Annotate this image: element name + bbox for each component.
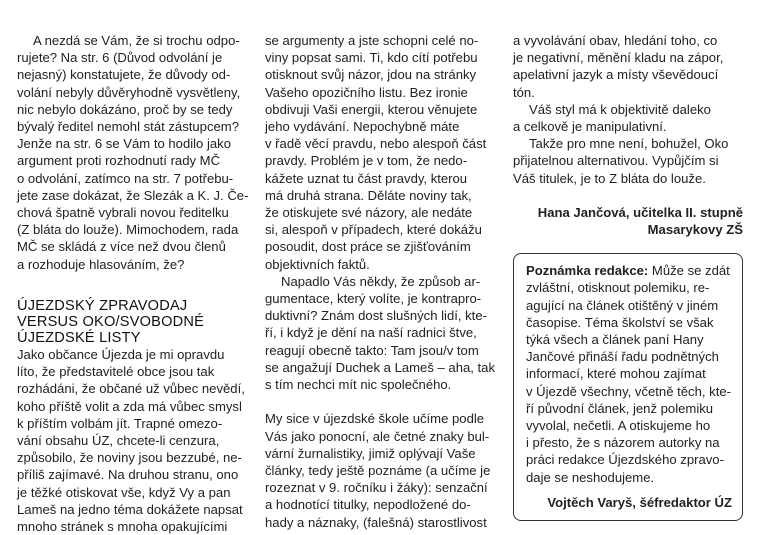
text-line: gumentace, který volíte, je kontrapro- bbox=[265, 291, 482, 307]
text-line: jete zase dokázat, že Slezák a K. J. Če- bbox=[17, 187, 249, 203]
heading-line: ÚJEZDSKÝ ZPRAVODAJ bbox=[17, 298, 188, 315]
text-line: rozhádáni, že občané už vůbec nevědí, bbox=[17, 381, 245, 397]
article-column-2 bbox=[265, 32, 495, 531]
paragraph bbox=[513, 135, 743, 187]
text-line: vární žurnalistiky, jimiž oplývají Vaše bbox=[265, 445, 476, 461]
text-line: obdivuji Vaši energii, kterou věnujete bbox=[265, 101, 478, 117]
text-line: hady a náznaky, (falešná) starostlivost bbox=[265, 514, 487, 530]
text-line: o odvolání, zatímco na str. 7 potřebu- bbox=[17, 170, 234, 186]
text-line: posoudit, dost práce se zjišťováním bbox=[265, 239, 471, 255]
text-line: vání obsahu ÚZ, chcete-li cenzura, bbox=[17, 433, 220, 449]
text-line: je těžké otiskovat vše, když Vy a pan bbox=[17, 484, 231, 500]
text-line: argument proti rozhodnutí rady MČ bbox=[17, 153, 221, 169]
text-line: se argumenty a jste schopni celé no- bbox=[265, 33, 479, 48]
text-line: Vás jako ponocní, ale četné znaky bul- bbox=[265, 428, 490, 444]
text-line: a hodnotící titulky, nepodložené do- bbox=[265, 497, 471, 513]
text-line: zvláštní, otisknout polemiku, re- bbox=[526, 280, 710, 296]
text-line: Váš titulek, je to Z bláta do louže. bbox=[513, 170, 706, 186]
text-line: pravdy. Problém je v tom, že nedo- bbox=[265, 153, 468, 169]
paragraph bbox=[513, 101, 743, 135]
text-line: Jenže na str. 6 se Vám to hodilo jako bbox=[17, 136, 231, 152]
heading-line: ÚJEZDSKÉ LISTY bbox=[17, 330, 141, 347]
text-line: a celkově je manipulativní. bbox=[513, 119, 667, 135]
text-line: reagují obecně takto: Tam jsou/v tom bbox=[265, 342, 479, 358]
text-line: rozeznat v 9. ročníku i žáky): senzační bbox=[265, 480, 488, 496]
text-line: volání nebyly důvěryhodně vysvětleny, bbox=[17, 84, 241, 100]
text-line: kážete uznat tu část pravdy, kterou bbox=[265, 170, 468, 186]
paragraph bbox=[17, 32, 252, 273]
paragraph bbox=[265, 273, 495, 393]
text-line: líto, že představitelé obce jsou tak bbox=[17, 364, 215, 380]
text-line bbox=[526, 262, 732, 279]
text-line: příliš zajímavé. Na druhou stranu, ono bbox=[17, 467, 239, 483]
text-line: duktivní? Znám dost slušných lidí, kte- bbox=[265, 308, 487, 324]
signature-line: Hana Jančová, učitelka II. stupně bbox=[537, 204, 743, 220]
text-line: se angažují Duchek a Lameš – aha, tak bbox=[265, 359, 496, 375]
text-line: agující na článek otištěný v jiném bbox=[526, 297, 719, 313]
text-line: a vyvolávání obav, hledání toho, co bbox=[513, 33, 718, 48]
text-line: koho příště volit a zda má vůbec smysl bbox=[17, 398, 242, 414]
text-line: s tím nechci mít nic společného. bbox=[265, 377, 452, 393]
text-line: a rozhoduje hlasováním, že? bbox=[17, 256, 185, 272]
text-line: A nezdá se Vám, že si trochu odpo- bbox=[33, 33, 240, 48]
text-fragment: Může se zdát bbox=[648, 263, 730, 279]
text-line: objektivních faktů. bbox=[265, 256, 370, 272]
signature-line: Masarykovy ZŠ bbox=[647, 222, 743, 238]
text-line: otisknout svůj názor, jdou na stránky bbox=[265, 67, 477, 83]
text-line: mnoho stránek s mnoha opakujícími bbox=[17, 519, 228, 535]
paragraph bbox=[17, 346, 252, 535]
text-line: k příštím volbám jít. Trapné omezo- bbox=[17, 415, 223, 431]
text-line: si, alespoň v případech, které dokážu bbox=[265, 222, 482, 238]
text-line: MČ se skládá z více než dvou členů bbox=[17, 239, 226, 255]
text-line: viny popsat sami. Ti, kdo cítí potřebu bbox=[265, 50, 478, 66]
text-line: v Újezdě všechny, včetně těch, kte- bbox=[526, 383, 731, 399]
text-line: bývalý ředitel nemohl stát zástupcem? bbox=[17, 119, 239, 135]
article-column-1 bbox=[17, 32, 252, 535]
text-line: ří, i když je dění na naší radnici štve, bbox=[265, 325, 477, 341]
text-line: daje se neshodujeme. bbox=[526, 469, 655, 485]
text-line: tón. bbox=[513, 84, 535, 100]
heading-line: VERSUS OKO/SVOBODNÉ bbox=[17, 314, 205, 331]
paragraph bbox=[265, 32, 495, 273]
article-column-3 bbox=[513, 32, 743, 521]
text-line: Jančové přináší řadu podnětných bbox=[526, 349, 719, 365]
text-line: Lameš na jedno téma dokážete napsat bbox=[17, 501, 243, 517]
paragraph bbox=[265, 410, 495, 530]
editor-signature: Vojtěch Varyš, šéfredaktor ÚZ bbox=[547, 494, 732, 510]
text-line: chová špatně vybrali novou ředitelku bbox=[17, 205, 229, 221]
text-line: Váš styl má k objektivitě daleko bbox=[529, 101, 711, 117]
text-line: apelativní jazyk a místy vševědoucí bbox=[513, 67, 719, 83]
text-line: My sice v újezdské škole učíme podle bbox=[265, 411, 485, 427]
text-line: způsobilo, že noviny jsou bezzubé, ne- bbox=[17, 450, 242, 466]
text-line: nejasný) konstatujete, že důvody od- bbox=[17, 67, 231, 83]
text-line: Vašeho opozičního listu. Bez ironie bbox=[265, 84, 468, 100]
text-line: Takže pro mne není, bohužel, Oko bbox=[529, 136, 729, 152]
text-line: nic nebylo dokázáno, proč by se tedy bbox=[17, 101, 233, 117]
editorial-note-label: Poznámka redakce: bbox=[526, 263, 649, 279]
text-line: přijatelnou alternativou. Vypůjčím si bbox=[513, 153, 719, 169]
text-line: vyvolal, nečetli. A otiskujeme ho bbox=[526, 418, 711, 434]
text-line: že otiskujete své názory, ale nedáte bbox=[265, 205, 473, 221]
text-line: časopise. Téma školství se však bbox=[526, 314, 714, 330]
editorial-note-box bbox=[513, 253, 743, 521]
text-line: jeho vydávání. Nepochybně máte bbox=[265, 119, 460, 135]
author-signature bbox=[513, 204, 743, 238]
text-line: ří původní článek, jenž polemiku bbox=[526, 400, 714, 416]
text-line: týká všech a článek paní Hany bbox=[526, 332, 704, 348]
text-line: Jako občance Újezda je mi opravdu bbox=[17, 347, 225, 363]
text-line: v řadě věcí pravdu, nebo alespoň část bbox=[265, 136, 487, 152]
text-line: Napadlo Vás někdy, že způsob ar- bbox=[281, 273, 481, 289]
text-line: práci redakce Újezdského zpravo- bbox=[526, 452, 724, 468]
text-line: rujete? Na str. 6 (Důvod odvolání je bbox=[17, 50, 223, 66]
text-line: má druhá strana. Děláte noviny tak, bbox=[265, 187, 472, 203]
text-line: (Z bláta do louže). Mimochodem, rada bbox=[17, 222, 239, 238]
text-line: informací, které mohou zajímat bbox=[526, 366, 706, 382]
text-line: články, tedy ještě poznáme (a učíme je bbox=[265, 463, 491, 479]
text-line: i přesto, že s názorem autorky na bbox=[526, 435, 720, 451]
paragraph bbox=[513, 32, 743, 101]
section-heading bbox=[17, 298, 252, 346]
text-line: je negativní, měnění kladu na zápor, bbox=[513, 50, 724, 66]
